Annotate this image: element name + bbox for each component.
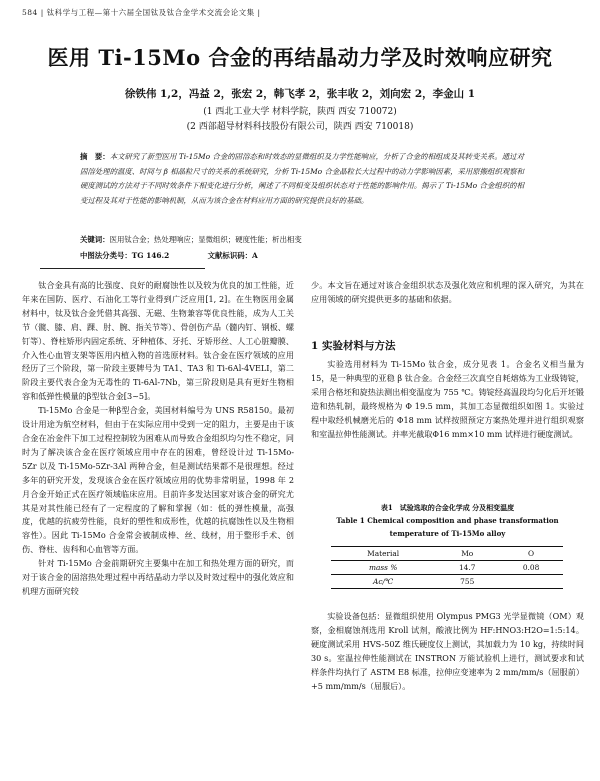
equipment-paragraph: 实验设备包括：显微组织使用 Olympus PMG3 光学显微镜（OM）观察，金相腐蚀剂选用 Kroll 试剂，酸液比例为 HF:HNO3:H2O=1:5:14。硬度测试采用 HVS-50Z 维氏硬度仪上测试，其加载力为 10 kg，持续时间 30 s。室温拉伸性能测试在 INSTRON 万能试验机上进行，测试要求和试样条件均执行了 ASTM E8 标准，拉伸应变速率为 2 mm/mm/s（屈服前）+5 mm/mm/s（屈服后）。 [311, 611, 584, 691]
section-1-body [311, 358, 584, 441]
abstract [80, 150, 524, 208]
doc-code-value: A [252, 251, 258, 260]
table-header-row [331, 547, 563, 561]
table-header-cell: Material [367, 549, 400, 558]
intro-paragraph-2: Ti-15Mo 合金是一种β型合金，美国材料编号为 UNS R58150。最初设计用途为航空材料，但由于在实际应用中受到一定的阻力，主要是由于该合金在冶金件下加工过程控制较为困难从而导致合金组织均匀性不稳定，同时为了解决该合金在医疗领域应用中存在的困难，曾经设计过 Ti-15Mo-5Zr 以及 Ti-15Mo-5Zr-3Al 两种合金，但是测试结果都不是很理想。经过多年的研究开发，发现该合金在医疗领域应用的优势非常明显，1998 年 2 月合金开始正式在医疗领域临床应用。目前许多发达国家对该合金的研究尤其是对其性能已经有了一定程度的了解和掌握（如：低的弹性模量，高强度，优越的抗疲劳性能，良好的塑性和成形性，优越的抗腐蚀性以及生物相容性）。因此 Ti-15Mo 合金常会被制成棒、丝、线材，用于整形手术、创伤、脊柱、齿科和心血管等方面。 [22, 405, 294, 555]
right-column-intro [311, 279, 584, 307]
abstract-text: 本文研究了新型医用 Ti-15Mo 合金的固溶态和时效态的显微组织及力学性能响应，分析了合金的相组成及其转变关系。通过对固溶处理的温度、时间与 β 相晶粒尺寸的关系的系统研究，分析 Ti-15Mo 合金晶粒长大过程中的动力学影响因素，采用原搬组织观察和硬度测试的方法对于不同时效条件下相变化进行分析，阐述了不同相变及组织状态对于性能的影响作用。揭示了 Ti-15Mo 合金组织的相变过程及其对于性能的影响机制，从而为该合金在材料应用方面的研究提供良好的基础。 [80, 152, 524, 205]
running-header: 584 | 钛科学与工程—第十六届全国钛及钛合金学术交流会论文集 | [22, 8, 261, 17]
table-row [331, 561, 563, 575]
classification [80, 250, 524, 262]
keywords-label: 关键词： [80, 235, 110, 244]
paper-title: 医用 Ti-15Mo 合金的再结晶动力学及时效响应研究 [47, 45, 553, 70]
materials-paragraph: 实验选用材料为 Ti-15Mo 钛合金，成分见表 1。合金名义相当量为 15，是一种典型的亚稳 β 钛合金。合金经三次真空自耗熔炼为工业级铸锭，采用合格坯和旋热法测出相变温度为 755 ℃。铸锭经高温段均匀化后开坯锻造和热轧制，最终规格为 Φ 19.5 mm，其加工态显微组织如图 1。实验过程中取经机械磨光后的 Φ18 mm 试样按照预定方案热处理并进行组织观察和室温拉伸性能测试。并率光截取Φ16 mm×10 mm 试样进行硬度测试。 [311, 359, 584, 439]
table-caption-en-1: Table 1 Chemical composition and phase transformation [336, 516, 559, 525]
keywords-text: 医用钛合金；热处理响应；显微组织；硬度性能；析出相变 [109, 235, 302, 244]
keywords [80, 234, 524, 246]
composition-table [331, 546, 563, 589]
table-cell: 0.08 [499, 561, 563, 575]
table-header-cell: Mo [461, 549, 474, 558]
section-1-heading: 1 实验材料与方法 [311, 340, 396, 352]
table-caption-en-2: temperature of Ti-15Mo alloy [389, 529, 506, 538]
table-cell: mass % [331, 561, 435, 575]
left-column [22, 279, 294, 599]
affiliation-2: (2 西部超导材料科技股份有限公司，陕西 西安 710018) [186, 122, 414, 132]
author-list: 徐铁伟 1,2，冯益 2，张宏 2，韩飞孝 2，张丰收 2，刘向宏 2，李金山 1 [124, 88, 476, 100]
table-cell: 14.7 [435, 561, 499, 575]
intro-continuation: 少。本文旨在通过对该合金组织状态及强化效应和机理的深入研究，为其在应用领域的研究提供更多的基础和依据。 [311, 280, 584, 304]
doc-code-label: 文献标识码： [207, 251, 252, 260]
table-cell [499, 575, 563, 589]
intro-paragraph-3: 针对 Ti-15Mo 合金前期研究主要集中在加工和热处理方面的研究，而对于该合金的固溶热处理过程中再结晶动力学以及时效过程中的强化效应和机理方面研究较 [22, 558, 294, 596]
abstract-label: 摘 要： [80, 152, 110, 161]
section-divider [40, 268, 205, 269]
affiliation-1: (1 西北工业大学 材料学院，陕西 西安 710072) [203, 107, 397, 117]
clc-value: TG 146.2 [131, 251, 170, 260]
table-cell: 755 [460, 577, 475, 586]
table-caption-cn: 表1 试验选取的合金化学成 分及相变温度 [380, 503, 515, 512]
equipment-section [311, 610, 584, 693]
table-header-cell: O [528, 549, 535, 558]
clc-label: 中图法分类号： [80, 251, 132, 260]
table-row [331, 575, 563, 589]
intro-paragraph-1: 钛合金具有高的比强度、良好的耐腐蚀性以及较为优良的加工性能，近年来在国防、医疗、石油化工等行业得到广泛应用[1, 2]。在生物医用金属材料中，钛及钛合金凭借其高强、无磁、生物兼容等优良性能，成为人工关节（髋、膝、肩、踝、肘、腕、指关节等）、骨创伤产品（髓内钉、钢板、螺钉等）、脊柱矫形内固定系统、牙种植体、牙托、牙矫形丝、人工心脏瓣膜、介入性心血管支架等医用内植入物的首选原材料。钛合金在医疗领域的应用经历了三个阶段，第一阶段主要牌号为 TA1、TA3 和 Ti-6Al-4VELI，第二阶段主要代表合金为无毒性的 Ti-6Al-7Nb，第三阶段则是具有更好生物相容和低弹性模量的β型钛合金[3~5]。 [22, 280, 294, 402]
table-cell: Ac/℃ [373, 577, 394, 586]
